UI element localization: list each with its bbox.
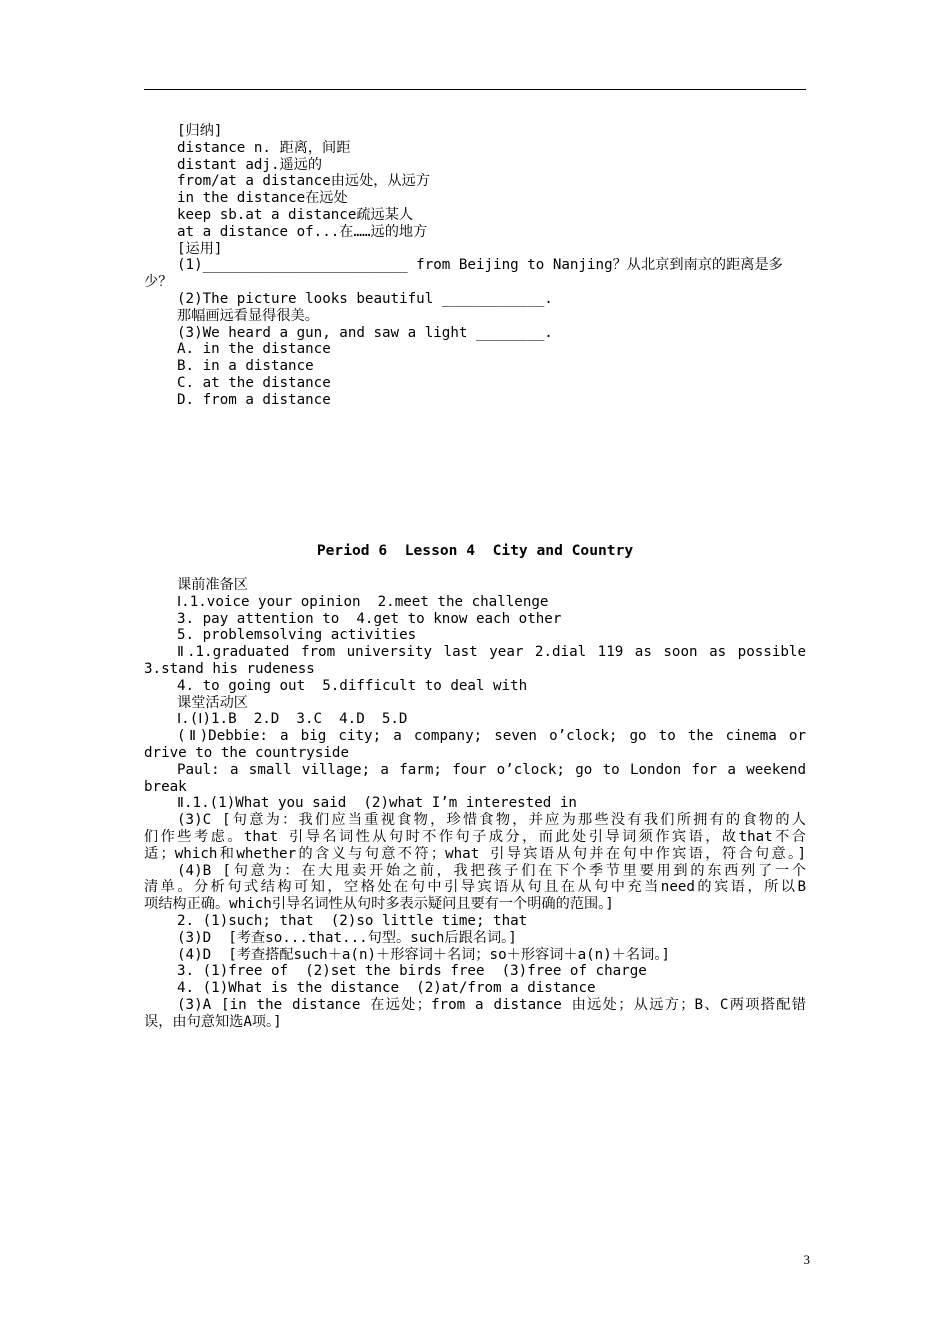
answer-line: Paul: a small village; a farm; four o’clock; go to London for a weekend xyxy=(177,761,806,778)
answer-line: 清单。分析句式结构可知，空格处在句中引导宾语从句且在从句中充当need的宾语，所以B xyxy=(144,879,806,896)
answer-line: 2. (1)such; that (2)so little time; that xyxy=(177,912,528,929)
section-heading: 课堂活动区 xyxy=(177,694,248,711)
answer-line: 们作些考虑。that 引导名词性从句时不作句子成分，而此处引导词须作宾语，故that不合 xyxy=(144,828,806,845)
option-a: A. in the distance xyxy=(177,341,331,358)
answer-line: 项结构正确。which引导名词性从句时多表示疑问且要有一个明确的范围。] xyxy=(144,896,614,913)
summary-line: distant adj.遥远的 xyxy=(177,156,323,173)
answer-line: 3. pay attention to 4.get to know each other xyxy=(177,610,562,627)
answer-line: break xyxy=(144,778,187,795)
answer-line: (3)C [句意为：我们应当重视食物，珍惜食物，并应为那些没有我们所拥有的食物的人 xyxy=(177,812,806,829)
question-2-line-2: 那幅画远看显得很美。 xyxy=(177,307,319,324)
summary-heading: [归纳] xyxy=(177,123,223,139)
question-3: (3)We heard a gun, and saw a light ________. xyxy=(177,324,553,341)
answer-line: 4. to going out 5.difficult to deal with xyxy=(177,677,528,694)
answer-line: Ⅰ.1.voice your opinion 2.meet the challenge xyxy=(177,593,549,610)
summary-section xyxy=(144,123,806,409)
answer-line: (3)A [in the distance 在远处；from a distance 由远处；从远方；B、C两项搭配错 xyxy=(177,996,806,1013)
summary-line: keep sb.at a distance疏远某人 xyxy=(177,206,414,223)
option-c: C. at the distance xyxy=(177,374,331,391)
section-heading: 课前准备区 xyxy=(177,577,248,593)
answer-line: Ⅱ.1.graduated from university last year 2.dial 119 as soon as possible xyxy=(177,644,806,661)
answers-section xyxy=(144,577,806,1031)
option-d: D. from a distance xyxy=(177,391,331,408)
answer-line: Ⅰ.(Ⅰ)1.B 2.D 3.C 4.D 5.D xyxy=(177,711,408,728)
summary-line: at a distance of...在……远的地方 xyxy=(177,223,428,240)
answer-line: (4)D [考查搭配such＋a(n)＋形容词＋名词；so＋形容词＋a(n)＋名词。] xyxy=(177,946,670,963)
answer-line: Ⅱ.1.(1)What you said (2)what I’m interested in xyxy=(177,795,577,812)
summary-line: in the distance在远处 xyxy=(177,190,348,207)
answer-line: (4)B [句意为：在大甩卖开始之前，我把孩子们在下个季节里要用到的东西列了一个 xyxy=(177,862,806,879)
option-b: B. in a distance xyxy=(177,358,314,375)
header-rule xyxy=(144,89,806,90)
page-number: 3 xyxy=(803,1252,810,1267)
question-2-line-1: (2)The picture looks beautiful ____________. xyxy=(177,290,553,307)
answer-line: (3)D [考查so...that...句型。such后跟名词。] xyxy=(177,929,517,946)
answer-line: 适；which和whether的含义与句意不符；what 引导宾语从句并在句中作宾语，符合句意。] xyxy=(144,845,806,862)
answer-line: 3. (1)free of (2)set the birds free (3)free of charge xyxy=(177,963,647,980)
answer-line: 5. problemsolving activities xyxy=(177,627,417,644)
answer-line: (Ⅱ)Debbie: a big city; a company; seven o’clock; go to the cinema or xyxy=(177,728,806,745)
summary-line: from/at a distance由远处，从远方 xyxy=(177,173,431,190)
answer-line: drive to the countryside xyxy=(144,744,349,761)
page-title: Period 6 Lesson 4 City and Country xyxy=(316,542,634,559)
answer-line: 4. (1)What is the distance (2)at/from a distance xyxy=(177,980,596,997)
answer-line: 误，由句意知选A项。] xyxy=(144,1013,282,1030)
usage-heading: [运用] xyxy=(177,240,223,257)
question-1-line-2: 少？ xyxy=(144,274,173,291)
question-1-line-1: (1)________________________ from Beijing to Nanjing？从北京到南京的距离是多 xyxy=(177,257,783,274)
answer-line: 3.stand his rudeness xyxy=(144,660,315,677)
summary-line: distance n. 距离，间距 xyxy=(177,139,351,156)
